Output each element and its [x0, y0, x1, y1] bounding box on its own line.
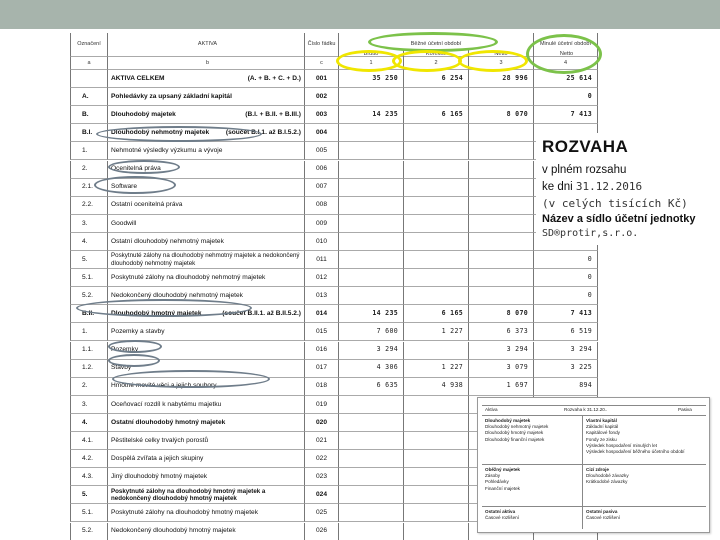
row-cislo: 014 [304, 305, 338, 323]
row-cislo: 004 [304, 124, 338, 142]
row-korekce [403, 414, 468, 432]
row-cislo: 012 [304, 269, 338, 287]
mini-left1-line: Dlouhodobý nehmotný majetek [485, 424, 549, 430]
row-oznaceni: 4.1. [70, 432, 107, 450]
row-cislo: 019 [304, 396, 338, 414]
row-brutto: 3 294 [338, 342, 403, 360]
table-row [70, 323, 600, 341]
row-korekce [403, 450, 468, 468]
row-brutto [338, 179, 403, 197]
row-brutto [338, 486, 403, 504]
row-cislo: 020 [304, 414, 338, 432]
table-row [70, 88, 600, 106]
index-4: 4 [533, 57, 598, 70]
rozvaha-title: ROZVAHA [542, 137, 629, 156]
row-oznaceni: 5.1. [70, 504, 107, 522]
row-brutto: 35 250 [338, 70, 403, 88]
row-oznaceni: 4.3. [70, 468, 107, 486]
row-label: Pohledávky za upsaný základní kapitál [111, 92, 232, 100]
row-label: Oceňovací rozdíl k nabytému majetku [111, 400, 222, 408]
table-row [70, 342, 600, 360]
row-text [107, 124, 304, 142]
row-brutto [338, 215, 403, 233]
row-cislo: 021 [304, 432, 338, 450]
row-minule: 3 225 [533, 360, 598, 378]
row-label: Nehmotné výsledky výzkumu a vývoje [111, 147, 223, 155]
header-minule-obdobi: Minulé účetní období [533, 33, 598, 57]
mini-left-block-2 [482, 466, 582, 493]
row-text [107, 233, 304, 251]
row-netto [468, 251, 533, 269]
row-oznaceni: B.II. [70, 305, 107, 323]
mini-left-block-1 [482, 417, 582, 444]
row-korekce: 6 165 [403, 305, 468, 323]
row-text [107, 197, 304, 215]
row-label: Dospělá zvířata a jejich skupiny [111, 454, 204, 462]
row-cislo: 008 [304, 197, 338, 215]
row-netto [468, 269, 533, 287]
index-b: b [107, 57, 304, 70]
row-text [107, 504, 304, 522]
row-oznaceni: 2. [70, 378, 107, 396]
row-cislo: 005 [304, 142, 338, 160]
table-row [70, 360, 600, 378]
row-oznaceni: 5.1. [70, 269, 107, 287]
row-text [107, 251, 304, 269]
row-oznaceni: 1. [70, 323, 107, 341]
row-minule: 7 413 [533, 106, 598, 124]
row-oznaceni: A. [70, 88, 107, 106]
row-text [107, 360, 304, 378]
table-index-row [70, 57, 600, 70]
row-oznaceni: 2. [70, 161, 107, 179]
row-oznaceni: B. [70, 106, 107, 124]
row-label: Jiný dlouhodobý hmotný majetek [111, 472, 208, 480]
row-text [107, 323, 304, 341]
row-netto: 28 996 [468, 70, 533, 88]
row-cislo: 011 [304, 251, 338, 269]
row-label: Dlouhodobý hmotný majetek [111, 310, 202, 318]
row-cislo: 002 [304, 88, 338, 106]
index-a: a [70, 57, 107, 70]
row-korekce [403, 161, 468, 179]
row-brutto [338, 432, 403, 450]
mini-left3-line: Časové rozlišení [485, 515, 519, 521]
mini-right1-line: Fondy ze zisku [586, 436, 617, 442]
row-oznaceni: 5.2. [70, 523, 107, 540]
row-label: Poskytnuté zálohy na dlouhodobý nehmotný majetek a nedokončený dlouhodobý nehmotný majetek [111, 252, 300, 267]
row-brutto [338, 251, 403, 269]
mini-right-block-1 [583, 417, 707, 456]
row-netto: 1 697 [468, 378, 533, 396]
row-brutto: 14 235 [338, 305, 403, 323]
row-netto [468, 287, 533, 305]
row-label: Stavby [111, 364, 132, 372]
header-cislo-radku: Číslo řádku [304, 33, 338, 57]
row-text [107, 414, 304, 432]
row-cislo: 016 [304, 342, 338, 360]
index-2: 2 [403, 57, 468, 70]
row-label: AKTIVA CELKEM [111, 74, 165, 82]
row-label: Ostatní dlouhodobý nehmotný majetek [111, 237, 224, 245]
row-text [107, 378, 304, 396]
row-minule: 0 [533, 287, 598, 305]
table-row [70, 179, 600, 197]
table-row [70, 287, 600, 305]
mini-right2-line: Dlouhodobé závazky [586, 473, 629, 479]
row-label: Ostatní dlouhodobý hmotný majetek [111, 418, 226, 426]
table-row [70, 269, 600, 287]
row-korekce [403, 287, 468, 305]
index-1: 1 [338, 57, 403, 70]
row-cislo: 009 [304, 215, 338, 233]
row-label: Pěstitelské celky trvalých porostů [111, 436, 209, 444]
row-cislo: 001 [304, 70, 338, 88]
mini-left2-line: Finanční majetek [485, 485, 520, 491]
row-korekce [403, 233, 468, 251]
row-oznaceni: 3. [70, 215, 107, 233]
row-netto: 8 070 [468, 305, 533, 323]
row-oznaceni: 4.2. [70, 450, 107, 468]
row-korekce [403, 179, 468, 197]
row-korekce [403, 124, 468, 142]
table-row [70, 124, 600, 142]
mini-left2-line: Pohledávky [485, 479, 509, 485]
row-oznaceni: 5.2. [70, 287, 107, 305]
row-korekce: 6 165 [403, 106, 468, 124]
rozvaha-units: (v celých tisících Kč) [542, 197, 688, 210]
row-brutto [338, 396, 403, 414]
row-text [107, 342, 304, 360]
row-cislo: 025 [304, 504, 338, 522]
row-cislo: 003 [304, 106, 338, 124]
row-oznaceni: 1.1. [70, 342, 107, 360]
mini-right3-title: Ostatní pasiva [586, 509, 618, 514]
row-netto [468, 124, 533, 142]
row-cislo: 024 [304, 486, 338, 504]
row-minule: 3 294 [533, 342, 598, 360]
row-text [107, 106, 304, 124]
row-brutto [338, 504, 403, 522]
row-oznaceni: 5. [70, 251, 107, 269]
row-netto: 6 373 [468, 323, 533, 341]
row-korekce [403, 215, 468, 233]
row-oznaceni: 4. [70, 233, 107, 251]
table-row [70, 378, 600, 396]
rozvaha-date: 31.12.2016 [575, 180, 643, 193]
row-cislo: 018 [304, 378, 338, 396]
row-text [107, 450, 304, 468]
row-oznaceni: B.I. [70, 124, 107, 142]
row-label: Poskytnuté zálohy na dlouhodobý hmotný majetek a nedokončený dlouhodobý hmotný majetek [111, 487, 266, 502]
row-brutto: 7 600 [338, 323, 403, 341]
row-label: Hmotné movité věci a jejich soubory [111, 382, 217, 390]
row-cislo: 022 [304, 450, 338, 468]
row-brutto [338, 233, 403, 251]
row-minule: 7 413 [533, 305, 598, 323]
row-cislo: 013 [304, 287, 338, 305]
row-oznaceni: 1. [70, 142, 107, 160]
mini-right2-title: Cizí zdroje [586, 467, 609, 472]
row-oznaceni: 3. [70, 396, 107, 414]
table-row [70, 70, 600, 88]
row-netto [468, 142, 533, 160]
row-oznaceni: 5. [70, 486, 107, 504]
row-korekce [403, 197, 468, 215]
rozvaha-entity-label: Název a sídlo účetní jednotky [542, 213, 696, 225]
mini-right3-line: Časové rozlišení [586, 515, 620, 521]
row-cislo: 006 [304, 161, 338, 179]
row-text [107, 215, 304, 233]
header-netto-minule: Netto [533, 50, 600, 59]
row-korekce: 1 227 [403, 360, 468, 378]
row-minule: 0 [533, 88, 598, 106]
row-label: Dlouhodobý nehmotný majetek [111, 129, 210, 137]
mini-left-block-3 [482, 508, 582, 522]
row-brutto [338, 269, 403, 287]
index-c: c [304, 57, 338, 70]
row-korekce [403, 504, 468, 522]
row-korekce [403, 88, 468, 106]
header-netto: Netto [468, 50, 533, 59]
row-oznaceni [70, 70, 107, 88]
row-label: Ostatní ocenitelná práva [111, 201, 183, 209]
mini-balance-sheet [477, 397, 710, 533]
row-cislo: 023 [304, 468, 338, 486]
row-korekce: 1 227 [403, 323, 468, 341]
row-text [107, 179, 304, 197]
row-korekce: 4 938 [403, 378, 468, 396]
row-brutto [338, 287, 403, 305]
row-label: Poskytnuté zálohy na dlouhodobý hmotný majetek [111, 509, 258, 517]
row-text [107, 305, 304, 323]
row-netto [468, 179, 533, 197]
row-netto: 8 070 [468, 106, 533, 124]
row-korekce [403, 342, 468, 360]
row-oznaceni: 1.2. [70, 360, 107, 378]
row-minule: 0 [533, 251, 598, 269]
row-netto [468, 88, 533, 106]
row-brutto [338, 197, 403, 215]
row-text [107, 432, 304, 450]
header-korekce: Korekce [403, 50, 468, 59]
row-formula: (B.I. + B.II. + B.III.) [245, 110, 301, 118]
row-cislo: 026 [304, 523, 338, 540]
row-text [107, 88, 304, 106]
table-row [70, 305, 600, 323]
mini-right1-line: Výsledek hospodaření minulých let [586, 442, 657, 448]
row-brutto [338, 142, 403, 160]
mini-right1-line: Výsledek hospodaření běžného účetního období [586, 448, 685, 454]
row-formula: (součet B.I.1. až B.I.5.2.) [225, 129, 301, 137]
row-brutto [338, 161, 403, 179]
mini-left3-title: Ostatní aktiva [485, 509, 516, 514]
row-label: Dlouhodobý majetek [111, 110, 176, 118]
row-brutto: 6 635 [338, 378, 403, 396]
mini-right1-line: Kapitálové fondy [586, 430, 620, 436]
mini-left1-line: Dlouhodobý finanční majetek [485, 436, 545, 442]
row-minule: 894 [533, 378, 598, 396]
row-korekce [403, 142, 468, 160]
table-row [70, 106, 600, 124]
table-row [70, 251, 600, 269]
mini-right-block-2 [583, 466, 707, 487]
row-korekce [403, 468, 468, 486]
row-minule: 6 519 [533, 323, 598, 341]
row-oznaceni: 2.2. [70, 197, 107, 215]
header-brutto: Brutto [338, 50, 403, 59]
row-brutto: 4 306 [338, 360, 403, 378]
mini-right2-line: Krátkodobé závazky [586, 479, 628, 485]
row-cislo: 010 [304, 233, 338, 251]
mini-right1-line: Základní kapitál [586, 424, 619, 430]
rozvaha-date-label: ke dni [542, 181, 573, 193]
row-text [107, 161, 304, 179]
row-netto [468, 197, 533, 215]
row-label: Pozemky a stavby [111, 328, 165, 336]
rozvaha-entity-name: SD®protir,s.r.o. [542, 228, 639, 239]
row-netto [468, 215, 533, 233]
row-korekce [403, 432, 468, 450]
row-netto [468, 233, 533, 251]
row-korekce [403, 486, 468, 504]
row-text [107, 523, 304, 540]
row-label: Ocenitelná práva [111, 165, 161, 173]
row-label: Goodwill [111, 219, 137, 227]
row-oznaceni: 2.1. [70, 179, 107, 197]
row-netto [468, 161, 533, 179]
row-text [107, 486, 304, 504]
row-brutto [338, 414, 403, 432]
row-text [107, 142, 304, 160]
rozvaha-scope: v plném rozsahu [542, 164, 627, 176]
row-cislo: 015 [304, 323, 338, 341]
mini-header-rozvaha: Rozvaha k 31.12.20.. [564, 407, 608, 413]
row-netto: 3 079 [468, 360, 533, 378]
row-brutto [338, 88, 403, 106]
mini-header-aktiva: Aktiva [485, 407, 498, 413]
rozvaha-date-line [542, 180, 642, 193]
row-minule: 25 614 [533, 70, 598, 88]
row-brutto [338, 124, 403, 142]
mini-left1-line: Dlouhodobý hmotný majetek [485, 430, 544, 436]
table-row [70, 197, 600, 215]
row-formula: (A. + B. + C. + D.) [247, 74, 301, 82]
row-netto: 3 294 [468, 342, 533, 360]
row-label: Nedokončený dlouhodobý hmotný majetek [111, 527, 236, 535]
row-brutto: 14 235 [338, 106, 403, 124]
header-oznaceni: Označení [70, 33, 107, 57]
row-korekce [403, 523, 468, 540]
row-label: Software [111, 183, 138, 191]
row-brutto [338, 523, 403, 540]
row-text [107, 70, 304, 88]
row-brutto [338, 468, 403, 486]
row-korekce [403, 251, 468, 269]
row-text [107, 396, 304, 414]
row-text [107, 287, 304, 305]
mini-left2-title: Oběžný majetek [485, 467, 520, 472]
row-text [107, 269, 304, 287]
rozvaha-title-block [536, 133, 720, 245]
index-3: 3 [468, 57, 533, 70]
row-label: Pozemky [111, 346, 139, 354]
table-row [70, 215, 600, 233]
mini-left1-title: Dlouhodobý majetek [485, 418, 531, 423]
row-oznaceni: 4. [70, 414, 107, 432]
row-label: Nedokončený dlouhodobý nehmotný majetek [111, 291, 243, 299]
row-minule: 0 [533, 269, 598, 287]
table-row [70, 233, 600, 251]
row-korekce: 6 254 [403, 70, 468, 88]
mini-header-pasiva: Pasiva [678, 407, 692, 413]
mini-right-block-3 [583, 508, 707, 522]
row-cislo: 007 [304, 179, 338, 197]
mini-right1-title: Vlastní kapitál [586, 418, 617, 423]
header-aktiva: AKTIVA [107, 33, 304, 57]
row-brutto [338, 450, 403, 468]
row-korekce [403, 396, 468, 414]
table-row [70, 161, 600, 179]
table-row [70, 142, 600, 160]
header-bezne-obdobi: Běžné účetní období [338, 33, 533, 57]
row-korekce [403, 269, 468, 287]
row-cislo: 017 [304, 360, 338, 378]
row-label: Poskytnuté zálohy na dlouhodobý nehmotný majetek [111, 273, 266, 281]
row-formula: (součet B.II.1. až B.II.5.2.) [222, 310, 301, 318]
top-banner [0, 0, 720, 29]
mini-left2-line: Zásoby [485, 473, 501, 479]
row-text [107, 468, 304, 486]
